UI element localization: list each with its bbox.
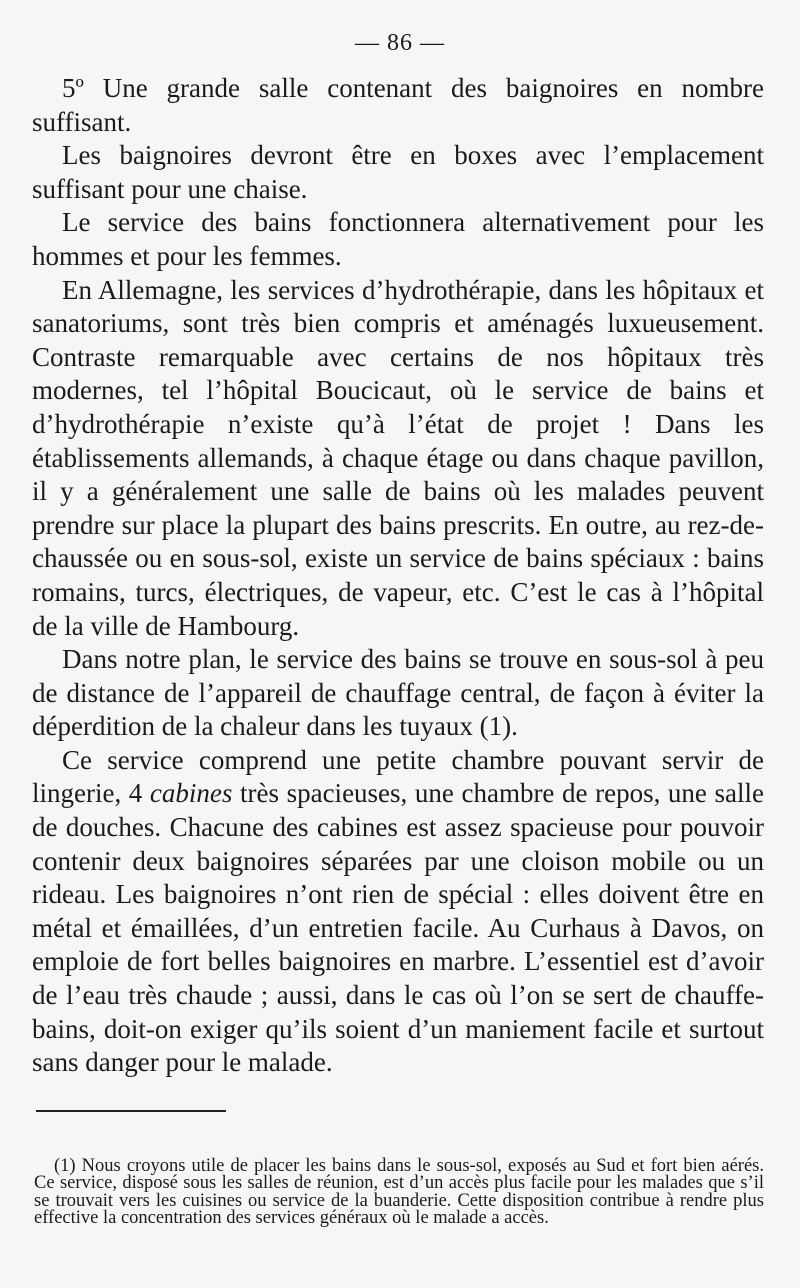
- paragraph-6-text-start: Ce service comprend une petite chambre pouvant servir de lingerie, 4: [32, 744, 764, 809]
- paragraph-3: Le service des bains fonctionnera alternativement pour les hommes et pour les femmes.: [32, 207, 764, 271]
- paragraph-6: [32, 744, 764, 1080]
- paragraph-2: Les baignoires devront être en boxes avec l’emplacement suffisant pour une chaise.: [32, 140, 764, 204]
- paragraph-6-text-end: très spacieuses, une chambre de repos, une salle de douches. Chacune des cabines est assez spacieuse pour pouvoir contenir deux baignoires séparées par une cloison mobile ou un rideau. Les baignoires n’ont rien de spécial : elles doivent être en métal et émaillées, d’un entretien facile. Au Curhaus à Davos, on emploie de fort belles baignoires en marbre. L’essentiel est d’avoir de l’eau très chaude ; aussi, dans le cas où l’on se sert de chauffe-bains, doit-on exiger qu’ils soient d’un maniement facile et surtout sans danger pour le malade.: [32, 778, 764, 1078]
- page-number: — 86 —: [355, 30, 445, 56]
- paragraph-6-italic-term: cabines: [149, 778, 233, 809]
- paragraph-1: 5º Une grande salle contenant des baignoires en nombre suffisant.: [32, 73, 764, 137]
- footnote: (1) Nous croyons utile de placer les bains dans le sous-sol, exposés au Sud et fort bien aérés. Ce service, disposé sous les salles de réunion, est d’un accès plus facile pour les malades que s’il se trouvait vers les cuisines ou service de la buanderie. Cette disposition contribue à rendre plus effective la concentration des services généraux où le malade a accès.: [34, 1156, 764, 1228]
- footnote-separator: [36, 1110, 226, 1112]
- body-text: [32, 72, 764, 1080]
- paragraph-5: Dans notre plan, le service des bains se trouve en sous-sol à peu de distance de l’appareil de chauffage central, de façon à éviter la déperdition de la chaleur dans les tuyaux (1).: [32, 644, 764, 742]
- paragraph-4: En Allemagne, les services d’hydrothérapie, dans les hôpitaux et sanatoriums, sont très bien compris et aménagés luxueusement. Contraste remarquable avec certains de nos hôpitaux très modernes, tel l’hôpital Boucicaut, où le service de bains et d’hydrothérapie n’existe qu’à l’état de projet ! Dans les établissements allemands, à chaque étage ou dans chaque pavillon, il y a généralement une salle de bains où les malades peuvent prendre sur place la plupart des bains prescrits. En outre, au rez-de-chaussée ou en sous-sol, existe un service de bains spéciaux : bains romains, turcs, électriques, de vapeur, etc. C’est le cas à l’hôpital de la ville de Hambourg.: [32, 274, 764, 641]
